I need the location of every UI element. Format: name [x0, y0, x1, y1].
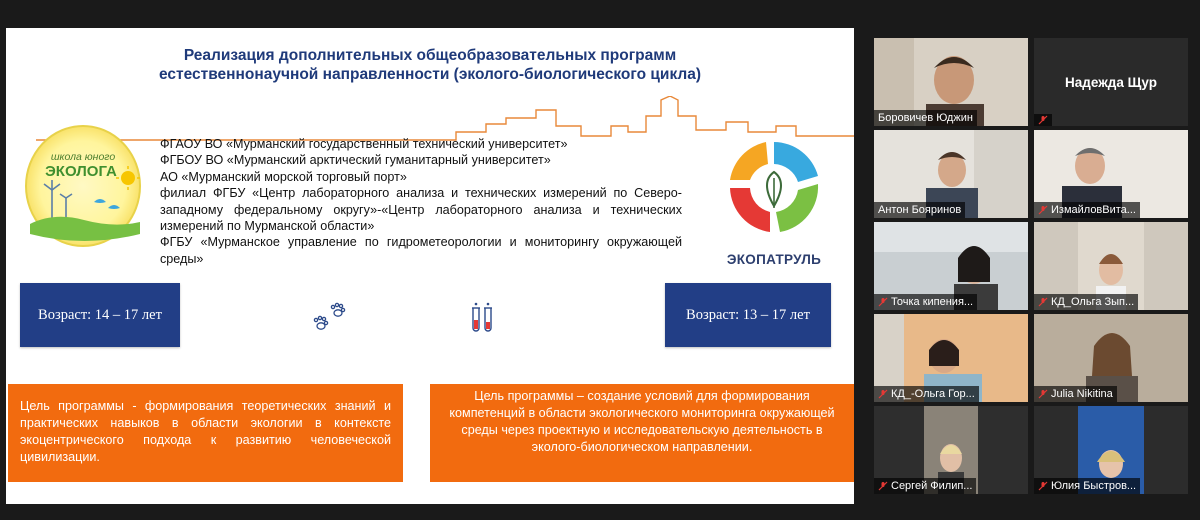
participant-tile[interactable] [874, 38, 1028, 126]
school-young-ecologist-logo [24, 124, 142, 248]
goal-box-right: Цель программы – создание условий для формирования компетенций в области экологического мониторинга окружающей среды через проектную и исследовательскую деятельность в эколого-биологическом направлении. [430, 384, 854, 482]
participant-name-label: Точка кипения... [874, 294, 977, 310]
org-item: ФГБОУ ВО «Мурманский арктический гуманитарный университет» [160, 153, 551, 168]
participant-name-label: Julia Nikitina [1034, 386, 1117, 402]
participant-tile[interactable] [1034, 314, 1188, 402]
participant-tile[interactable] [1034, 130, 1188, 218]
participant-tile[interactable] [1034, 222, 1188, 310]
age-box-right: Возраст: 13 – 17 лет [665, 283, 831, 347]
org-item: филиал ФГБУ «Центр лабораторного анализа и технических измерений по Северо-западному федеральному округу»-«Центр лабораторного анализа и технических измерений по Мурманской области» [160, 186, 682, 234]
participant-tile-active-speaker[interactable] [874, 130, 1028, 218]
goal-box-left: Цель программы - формирования теоретических знаний и практических навыков в области экологии в контексте экоцентрического подхода к развитию человеческой цивилизации. [8, 384, 403, 482]
ecopatrol-logo-text: ЭКОПАТРУЛЬ [726, 252, 822, 267]
muted-mic-icon [1038, 389, 1048, 399]
muted-mic-icon [1038, 297, 1048, 307]
shared-slide [6, 28, 854, 504]
muted-mic-icon [878, 481, 888, 491]
partner-organizations-list [160, 136, 682, 267]
org-item: ФГБУ «Мурманское управление по гидрометеорологии и мониторингу окружающей среды» [160, 235, 682, 266]
participant-name-label: Сергей Филип... [874, 478, 976, 494]
logo-left-text-top: школа юного [50, 151, 116, 163]
muted-mic-icon [1038, 115, 1048, 125]
participant-name-label: Юлия Быстров... [1034, 478, 1140, 494]
ecopatrol-emblem-icon [718, 132, 830, 244]
ecopatrol-logo [718, 132, 830, 274]
org-item: АО «Мурманский морской торговый порт» [160, 169, 407, 184]
org-item: ФГАОУ ВО «Мурманский государственный технический университет» [160, 137, 568, 151]
participant-tile[interactable] [874, 406, 1028, 494]
participant-name-label: Антон Бояринов [874, 202, 965, 218]
muted-mic-icon [878, 297, 888, 307]
participant-tile[interactable] [1034, 38, 1188, 126]
participant-name-label: КД_Ольга Зып... [1034, 294, 1138, 310]
logo-left-text-main: ЭКОЛОГА [45, 163, 117, 180]
participant-tile[interactable] [874, 314, 1028, 402]
participant-name-center: Надежда Щур [1065, 74, 1157, 90]
test-tubes-icon [468, 302, 496, 334]
muted-mic-icon [878, 389, 888, 399]
participant-tile[interactable] [1034, 406, 1188, 494]
age-box-left: Возраст: 14 – 17 лет [20, 283, 180, 347]
muted-mic-icon [1038, 205, 1048, 215]
participant-name-label: ИзмайловВита... [1034, 202, 1140, 218]
participant-name-label: КД_-Ольга Гор... [874, 386, 979, 402]
participant-tile[interactable] [874, 222, 1028, 310]
slide-title: Реализация дополнительных общеобразовательных программ естественнонаучной направленности (эколого-биологического цикла) [158, 47, 702, 83]
paw-prints-icon [310, 302, 348, 334]
muted-mic-icon [1038, 481, 1048, 491]
participant-name-label: Боровичев Юджин [874, 110, 977, 126]
participant-name-label [1034, 114, 1052, 126]
